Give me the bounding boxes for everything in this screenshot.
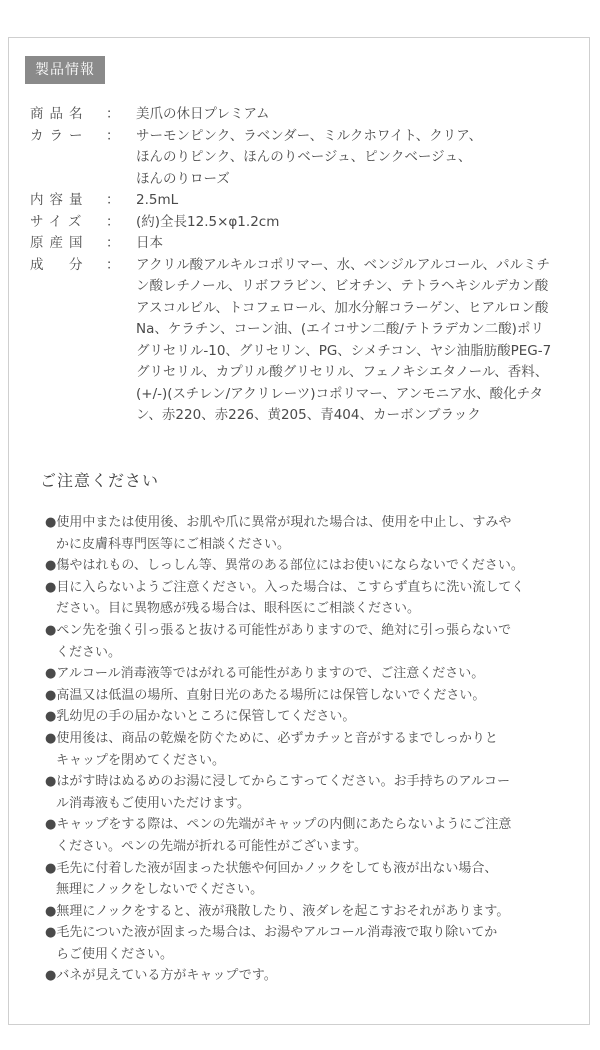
info-value-line: 美爪の休日プレミアム bbox=[136, 106, 270, 122]
info-value bbox=[136, 212, 575, 234]
caution-item bbox=[45, 706, 570, 728]
caution-line: ●ペン先を強く引っ張ると抜ける可能性がありますので、絶対に引っ張らないで bbox=[45, 622, 512, 638]
caution-list bbox=[45, 512, 570, 987]
info-value-line: 2.5mL bbox=[136, 192, 179, 208]
info-value-line: アスコルビル、トコフェロール、加水分解コラーゲン、ヒアルロン酸 bbox=[136, 299, 549, 316]
info-colon: ： bbox=[106, 127, 120, 144]
caution-line: ●使用後は、商品の乾燥を防ぐために、必ずカチッと音がするまでしっかりと bbox=[45, 730, 498, 746]
info-value-line: ン、赤220、赤226、黄205、青404、カーボンブラック bbox=[136, 407, 481, 423]
caution-line: ●はがす時はぬるめのお湯に浸してからこすってください。お手持ちのアルコー bbox=[45, 774, 511, 790]
caution-item bbox=[45, 555, 570, 577]
info-value bbox=[136, 126, 575, 191]
caution-line: ●バネが見えている方がキャップです。 bbox=[45, 968, 277, 984]
info-value-line: Na、ケラチン、コーン油、(エイコサン二酸/テトラデカン二酸)ポリ bbox=[136, 321, 544, 337]
caution-item bbox=[45, 663, 570, 685]
caution-line: ●アルコール消毒液等ではがれる可能性がありますので、ご注意ください。 bbox=[45, 666, 485, 682]
caution-item bbox=[45, 858, 570, 901]
caution-item bbox=[45, 512, 570, 555]
caution-line: ●高温又は低温の場所、直射日光のあたる場所には保管しないでください。 bbox=[45, 687, 486, 703]
info-value bbox=[136, 104, 575, 126]
caution-item bbox=[45, 685, 570, 707]
caution-line: ●目に入らないようご注意ください。入った場合は、こすらず直ちに洗い流してく bbox=[45, 579, 525, 595]
info-value-line: (約)全長12.5×φ1.2cm bbox=[136, 213, 280, 230]
info-value bbox=[136, 233, 575, 255]
caution-item bbox=[45, 814, 570, 857]
info-value bbox=[136, 255, 575, 427]
caution-line: かに皮膚科専門医等にご相談ください。 bbox=[56, 536, 291, 552]
info-label: 成 分 bbox=[30, 256, 89, 273]
info-colon: ： bbox=[106, 213, 120, 230]
caution-line: ●傷やはれもの、しっしん等、異常のある部位にはお使いにならないでください。 bbox=[45, 558, 524, 574]
caution-item bbox=[45, 771, 570, 814]
info-label: 商品名 bbox=[30, 106, 89, 122]
info-value-line: アクリル酸アルキルコポリマー、水、ベンジルアルコール、パルミチ bbox=[136, 256, 551, 273]
caution-item bbox=[45, 901, 570, 923]
caution-line: キャップを閉めてください。 bbox=[56, 752, 226, 768]
info-label: 内容量 bbox=[30, 192, 89, 208]
caution-line: ださい。目に異物感が残る場合は、眼科医にご相談ください。 bbox=[56, 601, 421, 617]
info-value-line: ほんのりピンク、ほんのりベージュ、ピンクベージュ、 bbox=[136, 149, 472, 165]
info-value-line: グリセリル、カプリル酸グリセリル、フェノキシエタノール、香料、 bbox=[136, 364, 549, 380]
section-tag: 製品情報 bbox=[25, 56, 105, 84]
info-row bbox=[30, 190, 575, 212]
info-row bbox=[30, 255, 575, 427]
caution-line: 無理にノックをしないでください。 bbox=[56, 882, 264, 898]
caution-line: ください。 bbox=[56, 644, 122, 660]
info-row bbox=[30, 212, 575, 234]
info-colon: ： bbox=[106, 106, 120, 122]
info-row bbox=[30, 104, 575, 126]
info-colon: ： bbox=[106, 256, 120, 273]
caution-item bbox=[45, 620, 570, 663]
info-value-line: サーモンピンク、ラベンダー、ミルクホワイト、クリア、 bbox=[136, 127, 483, 144]
caution-item bbox=[45, 728, 570, 771]
info-value-line: ほんのりローズ bbox=[136, 170, 230, 187]
caution-line: ●無理にノックをすると、液が飛散したり、液ダレを起こすおそれがあります。 bbox=[45, 903, 510, 919]
caution-line: ください。ペンの先端が折れる可能性がございます。 bbox=[56, 838, 367, 854]
info-value-line: 日本 bbox=[136, 235, 163, 251]
info-colon: ： bbox=[106, 235, 120, 251]
caution-line: ●キャップをする際は、ペンの先端がキャップの内側にあたらないようにご注意 bbox=[45, 817, 512, 833]
info-colon: ： bbox=[106, 192, 120, 208]
info-label: カラー bbox=[30, 127, 89, 144]
info-label: サイズ bbox=[30, 213, 88, 230]
info-value-line: (+/-)(スチレン/アクリレーツ)コポリマー、アンモニア水、酸化チタ bbox=[136, 385, 543, 402]
info-value-line: グリセリル-10、グリセリン、PG、シメチコン、ヤシ油脂肪酸PEG-7 bbox=[136, 342, 552, 359]
caution-line: ●毛先についた液が固まった場合は、お湯やアルコール消毒液で取り除いてか bbox=[45, 925, 498, 941]
caution-line: ●毛先に付着した液が固まった状態や何回かノックをしても液が出ない場合、 bbox=[45, 860, 498, 876]
caution-item bbox=[45, 577, 570, 620]
caution-line: ●乳幼児の手の届かないところに保管してください。 bbox=[45, 709, 356, 725]
caution-title: ご注意ください bbox=[40, 471, 160, 490]
info-value-line: ン酸レチノール、リボフラビン、ビオチン、テトラヘキシルデカン酸 bbox=[136, 278, 549, 294]
info-value bbox=[136, 190, 575, 212]
info-row bbox=[30, 126, 575, 191]
info-label: 原産国 bbox=[30, 235, 89, 251]
caution-item bbox=[45, 965, 570, 987]
caution-item bbox=[45, 922, 570, 965]
caution-line: らご使用ください。 bbox=[56, 946, 174, 962]
caution-line: ●使用中または使用後、お肌や爪に異常が現れた場合は、使用を中止し、すみや bbox=[45, 515, 512, 530]
info-row bbox=[30, 233, 575, 255]
caution-line: ル消毒液もご使用いただけます。 bbox=[56, 795, 250, 811]
product-info-table bbox=[30, 104, 575, 427]
